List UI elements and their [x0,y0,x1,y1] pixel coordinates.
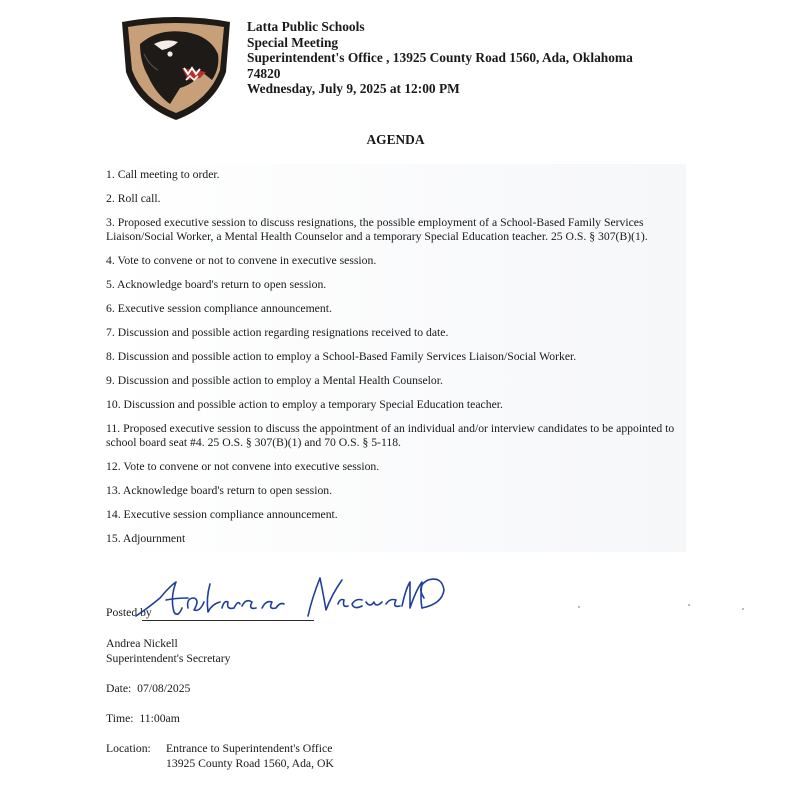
location-line2: 13925 County Road 1560, Ada, OK [166,757,334,770]
posted-date [106,682,190,695]
agenda-list [106,164,686,552]
agenda-item-7: 7. Discussion and possible action regarding resignations received to date. [106,322,686,346]
scan-speck [688,604,690,606]
meeting-address: Superintendent's Office , 13925 County Road 1560, Ada, Oklahoma [247,50,633,66]
agenda-item-9: 9. Discussion and possible action to employ a Mental Health Counselor. [106,370,686,394]
meeting-datetime: Wednesday, July 9, 2025 at 12:00 PM [247,81,460,97]
scan-speck [578,606,580,608]
agenda-item-13: 13. Acknowledge board's return to open session. [106,480,686,504]
agenda-item-11: 11. Proposed executive session to discuss the appointment of an individual and/or interview candidates to be appointed to school board seat #4. 25 O.S. § 307(B)(1) and 70 O.S. § 5-118. [106,418,686,456]
meeting-zip: 74820 [247,65,281,81]
agenda-item-2: 2. Roll call. [106,188,686,212]
agenda-item-3: 3. Proposed executive session to discuss resignations, the possible employment of a School-Based Family Services Liaison/Social Worker, a Mental Health Counselor and a temporary Special Education teacher. 25 O.S. § 307(B)(1). [106,212,686,250]
posted-location [106,741,334,771]
handwritten-signature [130,568,450,624]
signer-title: Superintendent's Secretary [106,652,231,665]
meeting-header [247,19,707,97]
agenda-item-6: 6. Executive session compliance announcement. [106,298,686,322]
agenda-item-5: 5. Acknowledge board's return to open session. [106,274,686,298]
agenda-title: AGENDA [366,132,425,147]
date-value: 07/08/2025 [137,682,191,695]
location-label: Location: [106,742,151,755]
agenda-item-1: 1. Call meeting to order. [106,164,686,188]
agenda-item-8: 8. Discussion and possible action to employ a School-Based Family Services Liaison/Social Worker. [106,346,686,370]
time-label: Time: [106,712,134,725]
scan-speck [742,608,744,610]
agenda-item-12: 12. Vote to convene or not convene into executive session. [106,456,686,480]
posted-time [106,712,180,725]
signature-block [106,570,466,624]
signer-info [106,636,230,666]
date-label: Date: [106,682,132,695]
meeting-type: Special Meeting [247,34,339,50]
agenda-item-4: 4. Vote to convene or not to convene in executive session. [106,250,686,274]
time-value: 11:00am [139,712,180,725]
location-line1: Entrance to Superintendent's Office [166,742,333,755]
school-name: Latta Public Schools [247,19,365,34]
agenda-item-14: 14. Executive session compliance announcement. [106,504,686,528]
signer-name: Andrea Nickell [106,637,178,650]
agenda-item-10: 10. Discussion and possible action to employ a temporary Special Education teacher. [106,394,686,418]
school-logo-panther-icon [114,14,238,122]
posted-by-label: Posted by [106,606,152,619]
agenda-item-15: 15. Adjournment [106,528,686,552]
